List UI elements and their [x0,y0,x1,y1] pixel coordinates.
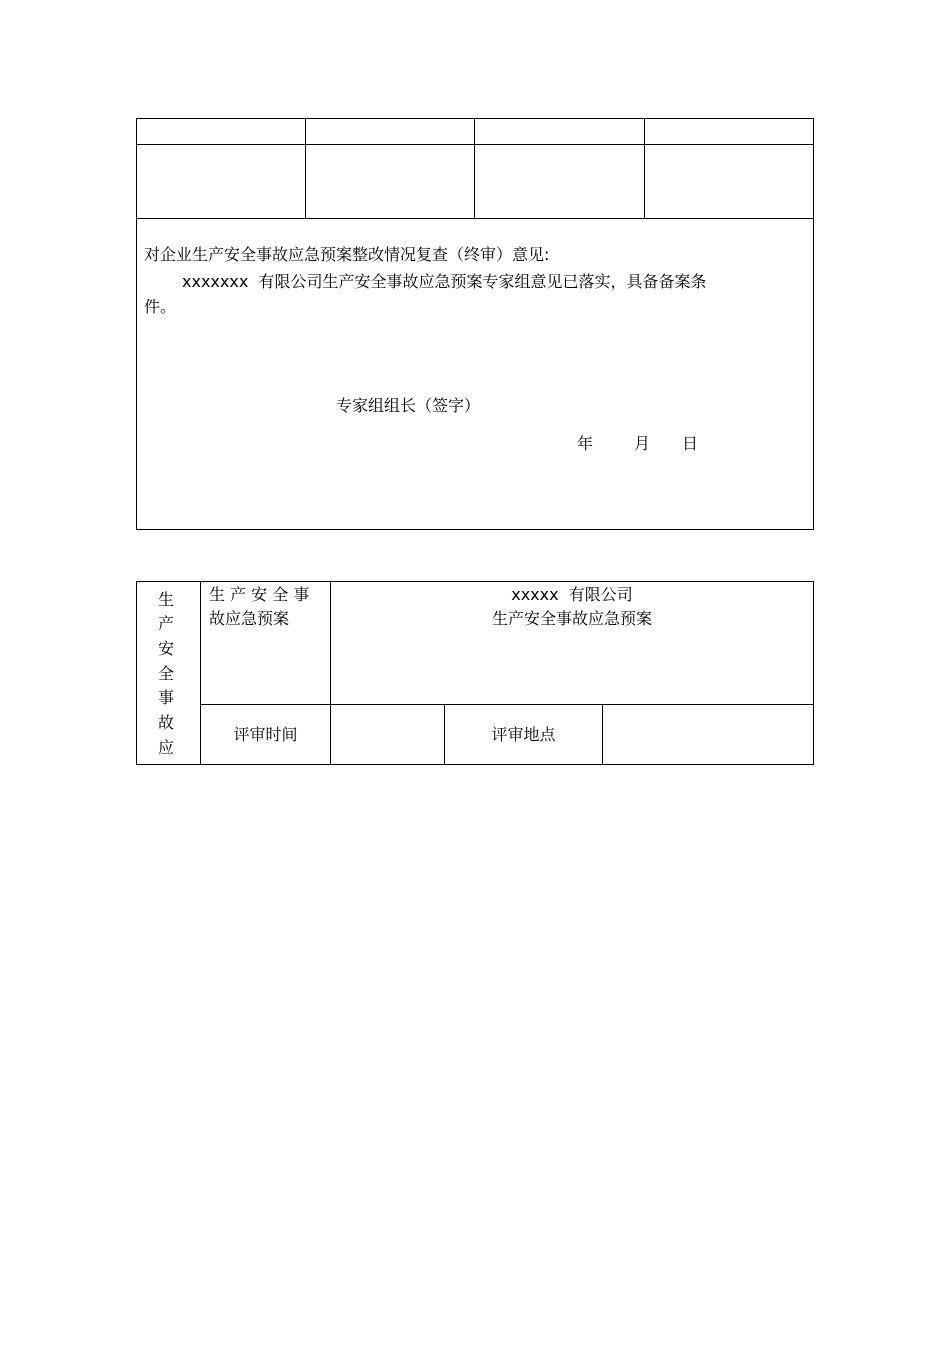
doc-type-line2: 故应急预案 [209,609,290,628]
plan-title: 生产安全事故应急预案 [491,609,652,628]
table1-col-divider-3 [644,118,645,219]
review-place-label: 评审地点 [491,725,556,744]
table1-col-divider-2 [474,118,475,219]
signature-label: 专家组组长（签字） [336,396,481,415]
table1-col-divider-1 [305,118,306,219]
table1-border-right [813,118,814,530]
table1-border-top [136,118,814,119]
opinion-body-line2: 件。 [144,297,177,316]
review-time-label: 评审时间 [233,725,298,744]
table1-row-divider-1 [136,144,814,145]
vertical-title-char-2: 产 [158,614,175,633]
table2-border-left [136,581,137,765]
date-month-label: 月 [634,434,651,453]
opinion-body-line1: xxxxxxx 有限公司生产安全事故应急预案专家组意见已落实，具备备案条 [182,272,707,291]
table1-row-divider-2 [136,218,814,219]
doc-type-line1: 生 产 安 全 事 [209,585,310,604]
opinion-heading: 对企业生产安全事故应急预案整改情况复查（终审）意见: [144,245,550,264]
vertical-title-char-6: 故 [158,713,175,732]
date-day-label: 日 [682,434,699,453]
vertical-title-char-5: 事 [158,688,175,707]
table2-row-divider [200,704,814,705]
company-name: xxxxx 有限公司 [511,585,633,604]
table2-border-right [813,581,814,765]
table1-border-bottom [136,529,814,530]
vertical-title-char-3: 安 [158,639,175,658]
table2-border-bottom [136,764,814,765]
vertical-title-char-7: 应 [158,738,175,757]
date-year-label: 年 [577,434,594,453]
vertical-title-char-4: 全 [158,664,175,683]
table2-border-top [136,581,814,582]
table2-col-divider-4 [602,704,603,765]
table1-border-left [136,118,137,530]
vertical-title-char-1: 生 [158,590,175,609]
